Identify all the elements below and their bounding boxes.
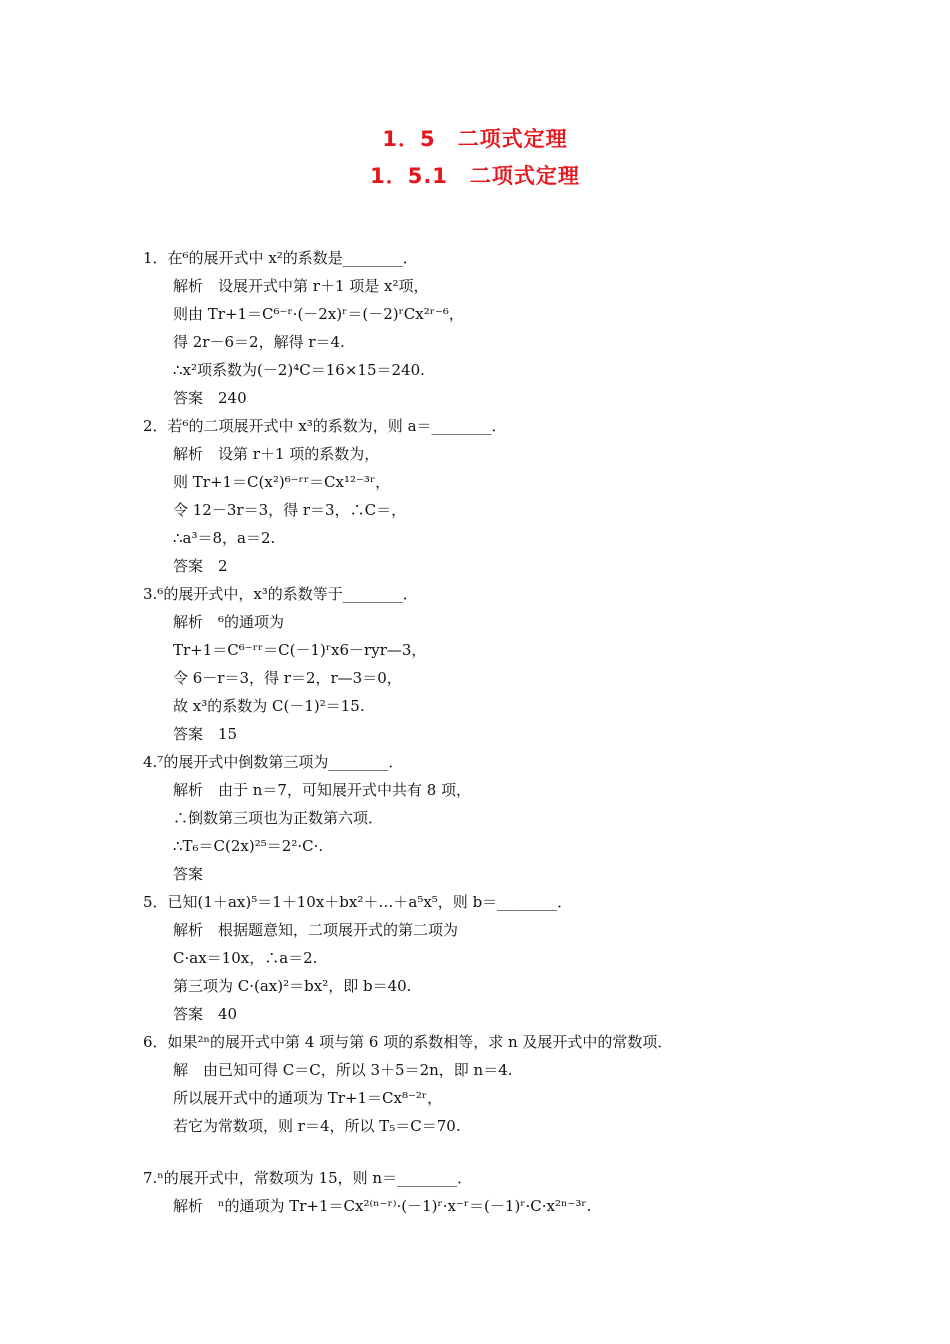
analysis-line: 令 6－r＝3，得 r＝2，r—3＝0， <box>173 669 402 687</box>
analysis-line: 解析 根据题意知，二项展开式的第二项为 <box>173 921 459 939</box>
question-3: 3.⁶的展开式中，x³的系数等于________． <box>143 585 418 603</box>
question-5: 5．已知(1＋ax)⁵＝1＋10x＋bx²＋…＋a⁵x⁵，则 b＝________． <box>143 893 573 911</box>
answer-line: 答案 2 <box>173 557 228 575</box>
question-2: 2．若⁶的二项展开式中 x³的系数为，则 a＝________． <box>143 417 507 435</box>
analysis-line: ∴倒数第三项也为正数第六项． <box>173 809 384 827</box>
analysis-line: 解析 设展开式中第 r＋1 项是 x²项， <box>173 277 429 295</box>
analysis-line: 令 12－3r＝3，得 r＝3，∴C＝， <box>173 501 407 519</box>
analysis-line: 得 2r－6＝2，解得 r＝4. <box>173 333 345 351</box>
section-title: 1．5 二项式定理 <box>382 127 568 151</box>
answer-line: 答案 240 <box>173 389 247 407</box>
analysis-line: 故 x³的系数为 C(－1)²＝15. <box>173 697 365 715</box>
analysis-line: 解析 由于 n＝7，可知展开式中共有 8 项， <box>173 781 472 799</box>
analysis-line: 解析 设第 r＋1 项的系数为， <box>173 445 380 463</box>
question-1: 1．在⁶的展开式中 x²的系数是________． <box>143 249 418 267</box>
analysis-line: ∴x²项系数为(－2)⁴C＝16×15＝240. <box>173 361 425 379</box>
solution-line: 解 由已知可得 C＝C，所以 3＋5＝2n，即 n＝4. <box>173 1061 513 1079</box>
analysis-line: 解析 ⁶的通项为 <box>173 613 285 631</box>
answer-line: 答案 40 <box>173 1005 238 1023</box>
answer-line: 答案 15 <box>173 725 238 743</box>
solution-line: 若它为常数项，则 r＝4，所以 T₅＝C＝70. <box>173 1117 461 1135</box>
analysis-line: 解析 ⁿ的通项为 Tr+1＝Cx²⁽ⁿ⁻ʳ⁾·(－1)ʳ·x⁻ʳ＝(－1)ʳ·C·x²ⁿ⁻³ʳ. <box>173 1197 592 1215</box>
question-4: 4.⁷的展开式中倒数第三项为________． <box>143 753 404 771</box>
question-7: 7.ⁿ的展开式中，常数项为 15，则 n＝________． <box>143 1169 473 1187</box>
analysis-line: 则由 Tr+1＝C⁶⁻ʳ·(－2x)ʳ＝(－2)ʳCx²ʳ⁻⁶， <box>173 305 464 323</box>
analysis-line: 则 Tr+1＝C(x²)⁶⁻ʳʳ＝Cx¹²⁻³ʳ， <box>173 473 391 491</box>
answer-line: 答案 <box>173 865 204 883</box>
analysis-line: C·ax＝10x，∴a＝2. <box>173 949 318 967</box>
solution-line: 所以展开式中的通项为 Tr+1＝Cx⁸⁻²ʳ， <box>173 1089 443 1107</box>
subsection-title: 1．5.1 二项式定理 <box>370 164 580 188</box>
analysis-line: 第三项为 C·(ax)²＝bx²，即 b＝40. <box>173 977 412 995</box>
analysis-line: Tr+1＝C⁶⁻ʳʳ＝C(－1)ʳx6－ryr—3， <box>173 641 427 659</box>
analysis-line: ∴a³＝8，a＝2. <box>173 529 276 547</box>
question-6: 6．如果²ⁿ的展开式中第 4 项与第 6 项的系数相等，求 n 及展开式中的常数项． <box>143 1033 673 1051</box>
analysis-line: ∴T₆＝C(2x)²⁵＝2²·C·. <box>173 837 324 855</box>
